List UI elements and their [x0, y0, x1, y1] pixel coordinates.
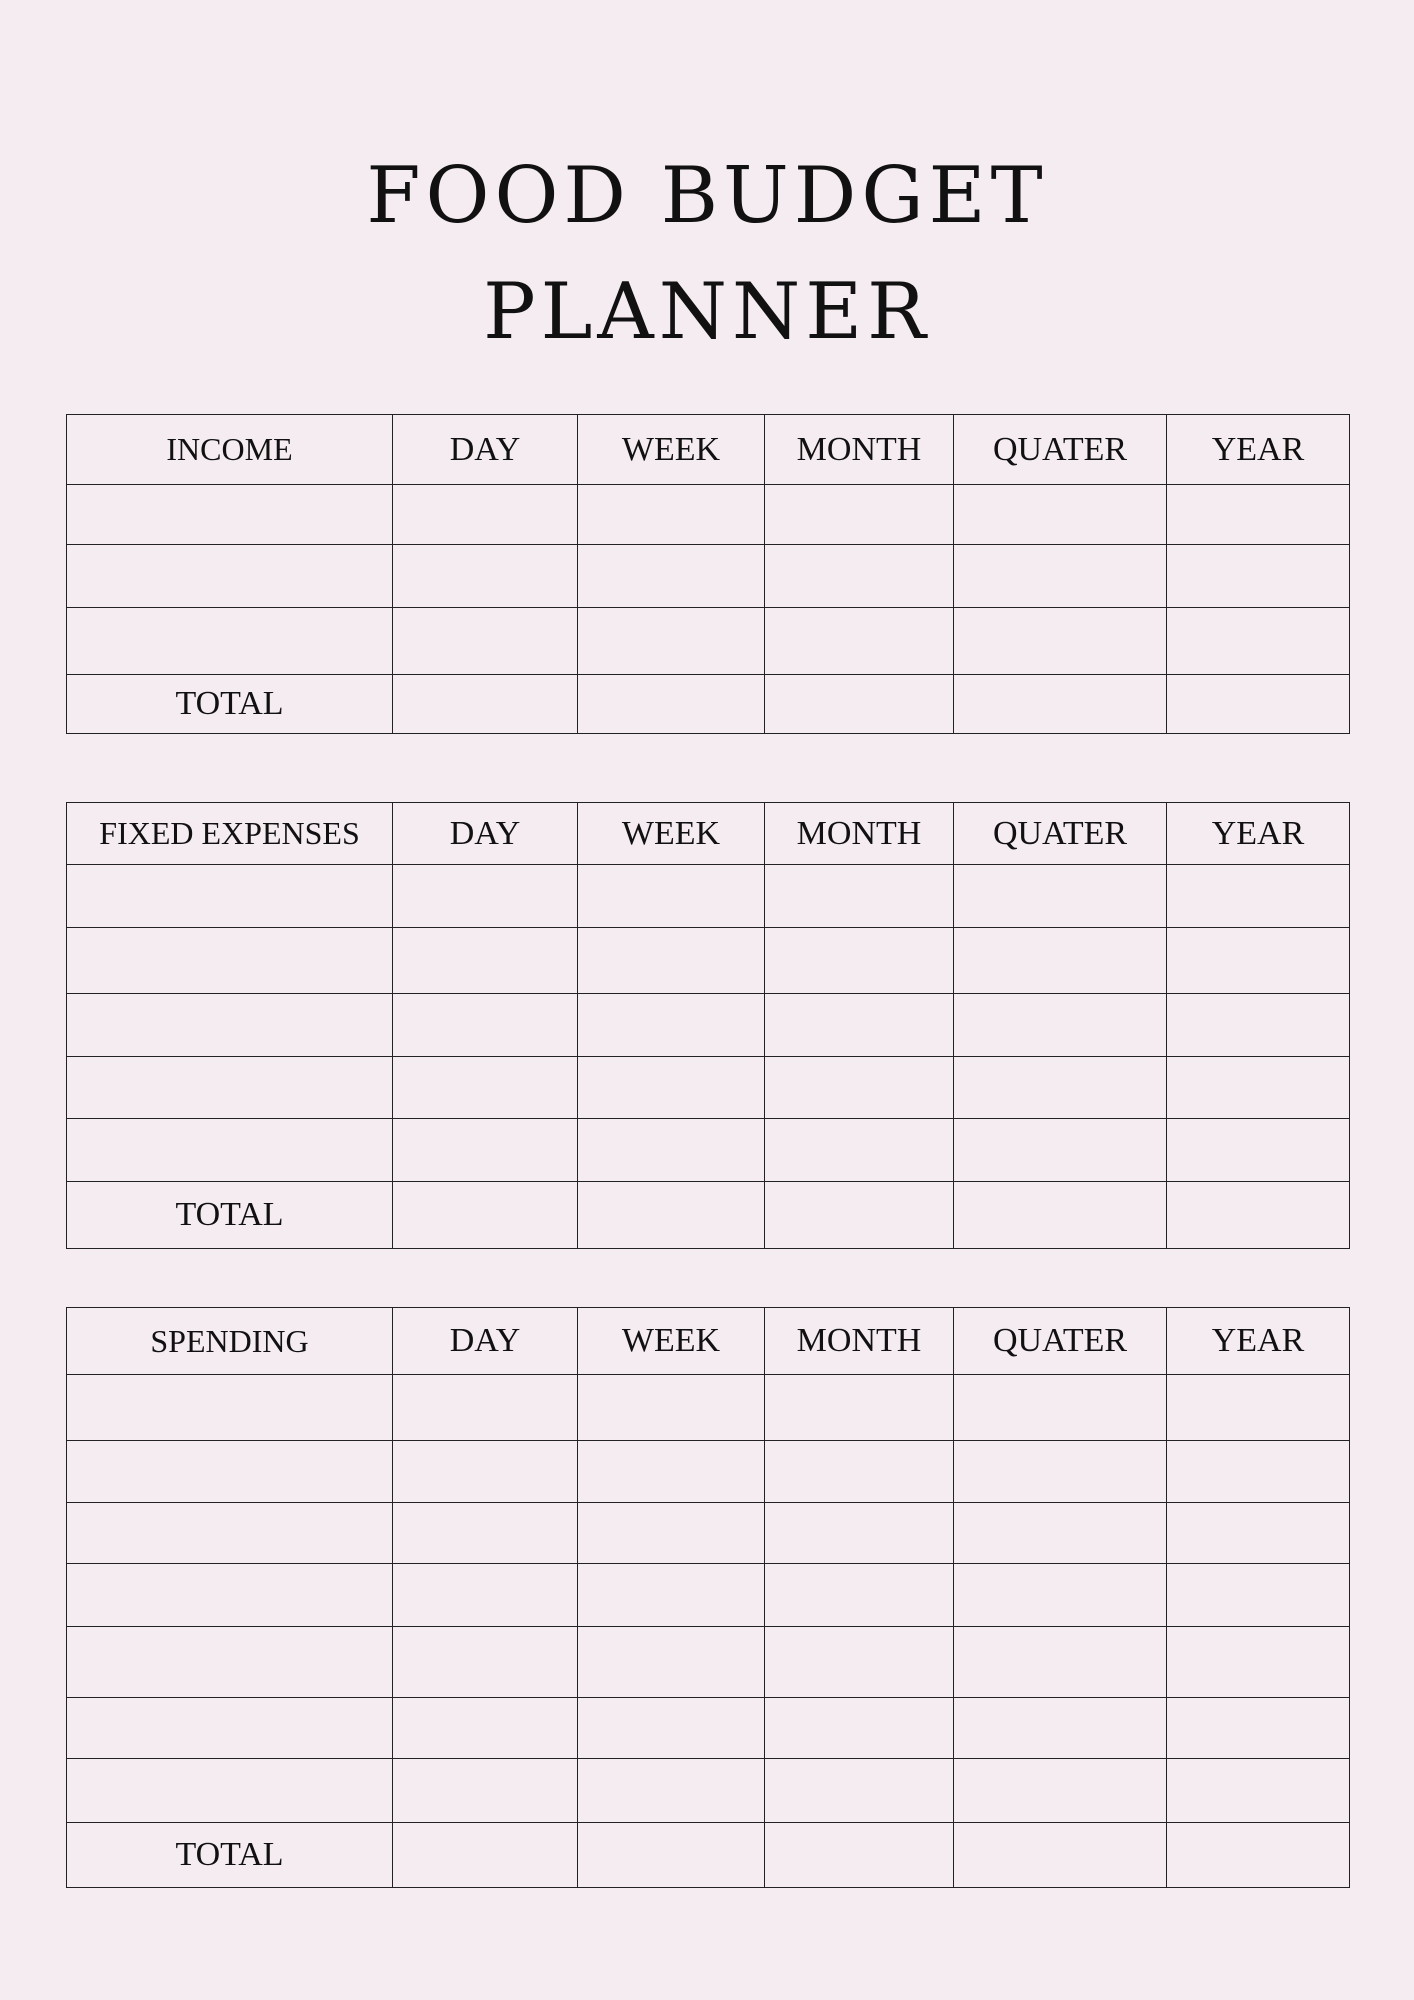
- table-row: [67, 485, 1350, 545]
- spending-item-cell[interactable]: [67, 1564, 393, 1627]
- table-row: [67, 545, 1350, 608]
- spending-col-header-year: YEAR: [1167, 1308, 1350, 1375]
- fixed-col-header-quater: QUATER: [954, 803, 1167, 865]
- income-year-cell[interactable]: [1167, 545, 1350, 608]
- table-row: [67, 1119, 1350, 1182]
- spending-col-header-week: WEEK: [578, 1308, 765, 1375]
- income-day-cell[interactable]: [393, 485, 578, 545]
- spending-year-cell[interactable]: [1167, 1698, 1350, 1759]
- fixed-total-week-cell[interactable]: [578, 1182, 765, 1249]
- spending-item-cell[interactable]: [67, 1759, 393, 1823]
- spending-week-cell[interactable]: [578, 1698, 765, 1759]
- fixed-item-cell[interactable]: [67, 928, 393, 994]
- spending-year-cell[interactable]: [1167, 1627, 1350, 1698]
- income-header-row: [67, 415, 1350, 485]
- spending-total-week-cell[interactable]: [578, 1823, 765, 1888]
- fixed-col-header-day: DAY: [393, 803, 578, 865]
- fixed-month-cell[interactable]: [765, 1057, 954, 1119]
- spending-year-cell[interactable]: [1167, 1759, 1350, 1823]
- fixed-label: FIXED EXPENSES: [67, 803, 393, 865]
- table-row: [67, 994, 1350, 1057]
- spending-col-header-month: MONTH: [765, 1308, 954, 1375]
- fixed-total-quater-cell[interactable]: [954, 1182, 1167, 1249]
- income-month-cell[interactable]: [765, 545, 954, 608]
- spending-item-cell[interactable]: [67, 1627, 393, 1698]
- spending-quater-cell[interactable]: [954, 1564, 1167, 1627]
- income-day-cell[interactable]: [393, 545, 578, 608]
- table-row: [67, 1503, 1350, 1564]
- fixed-year-cell[interactable]: [1167, 928, 1350, 994]
- fixed-month-cell[interactable]: [765, 865, 954, 928]
- spending-col-header-quater: QUATER: [954, 1308, 1167, 1375]
- income-label: INCOME: [67, 415, 393, 485]
- income-month-cell[interactable]: [765, 608, 954, 675]
- fixed-week-cell[interactable]: [578, 1057, 765, 1119]
- spending-item-cell[interactable]: [67, 1441, 393, 1503]
- spending-quater-cell[interactable]: [954, 1759, 1167, 1823]
- income-table: [66, 414, 1350, 734]
- spending-total-day-cell[interactable]: [393, 1823, 578, 1888]
- spending-total-quater-cell[interactable]: [954, 1823, 1167, 1888]
- spending-week-cell[interactable]: [578, 1564, 765, 1627]
- income-total-year-cell[interactable]: [1167, 675, 1350, 734]
- table-row: [67, 1375, 1350, 1441]
- fixed-quater-cell[interactable]: [954, 1057, 1167, 1119]
- spending-day-cell[interactable]: [393, 1503, 578, 1564]
- spending-week-cell[interactable]: [578, 1375, 765, 1441]
- fixed-item-cell[interactable]: [67, 994, 393, 1057]
- spending-label: SPENDING: [67, 1308, 393, 1375]
- fixed-year-cell[interactable]: [1167, 1119, 1350, 1182]
- fixed-month-cell[interactable]: [765, 994, 954, 1057]
- table-row: [67, 1627, 1350, 1698]
- income-col-header-week: WEEK: [578, 415, 765, 485]
- spending-day-cell[interactable]: [393, 1375, 578, 1441]
- fixed-month-cell[interactable]: [765, 1119, 954, 1182]
- income-week-cell[interactable]: [578, 545, 765, 608]
- spending-week-cell[interactable]: [578, 1759, 765, 1823]
- spending-quater-cell[interactable]: [954, 1503, 1167, 1564]
- table-row: [67, 865, 1350, 928]
- table-row: [67, 1564, 1350, 1627]
- income-quater-cell[interactable]: [954, 608, 1167, 675]
- fixed-day-cell[interactable]: [393, 1119, 578, 1182]
- fixed-item-cell[interactable]: [67, 865, 393, 928]
- spending-quater-cell[interactable]: [954, 1375, 1167, 1441]
- income-total-quater-cell[interactable]: [954, 675, 1167, 734]
- spending-year-cell[interactable]: [1167, 1441, 1350, 1503]
- spending-col-header-day: DAY: [393, 1308, 578, 1375]
- table-row: [67, 928, 1350, 994]
- table-row: [67, 608, 1350, 675]
- spending-item-cell[interactable]: [67, 1503, 393, 1564]
- fixed-quater-cell[interactable]: [954, 865, 1167, 928]
- fixed-day-cell[interactable]: [393, 928, 578, 994]
- income-year-cell[interactable]: [1167, 608, 1350, 675]
- spending-quater-cell[interactable]: [954, 1627, 1167, 1698]
- spending-item-cell[interactable]: [67, 1698, 393, 1759]
- fixed-expenses-table: [66, 802, 1350, 1249]
- fixed-week-cell[interactable]: [578, 994, 765, 1057]
- fixed-total-year-cell[interactable]: [1167, 1182, 1350, 1249]
- fixed-year-cell[interactable]: [1167, 865, 1350, 928]
- fixed-year-cell[interactable]: [1167, 1057, 1350, 1119]
- spending-year-cell[interactable]: [1167, 1375, 1350, 1441]
- spending-table: [66, 1307, 1350, 1888]
- fixed-total-label: TOTAL: [67, 1182, 393, 1249]
- fixed-month-cell[interactable]: [765, 928, 954, 994]
- spending-day-cell[interactable]: [393, 1759, 578, 1823]
- spending-month-cell[interactable]: [765, 1759, 954, 1823]
- fixed-item-cell[interactable]: [67, 1119, 393, 1182]
- income-month-cell[interactable]: [765, 485, 954, 545]
- income-quater-cell[interactable]: [954, 485, 1167, 545]
- income-col-header-year: YEAR: [1167, 415, 1350, 485]
- income-total-month-cell[interactable]: [765, 675, 954, 734]
- spending-day-cell[interactable]: [393, 1698, 578, 1759]
- income-total-week-cell[interactable]: [578, 675, 765, 734]
- spending-total-year-cell[interactable]: [1167, 1823, 1350, 1888]
- spending-month-cell[interactable]: [765, 1441, 954, 1503]
- table-row: [67, 1057, 1350, 1119]
- income-col-header-month: MONTH: [765, 415, 954, 485]
- fixed-year-cell[interactable]: [1167, 994, 1350, 1057]
- income-quater-cell[interactable]: [954, 545, 1167, 608]
- spending-day-cell[interactable]: [393, 1564, 578, 1627]
- income-week-cell[interactable]: [578, 608, 765, 675]
- fixed-header-row: [67, 803, 1350, 865]
- fixed-quater-cell[interactable]: [954, 1119, 1167, 1182]
- income-week-cell[interactable]: [578, 485, 765, 545]
- spending-total-label: TOTAL: [67, 1823, 393, 1888]
- page-title: [0, 138, 1414, 370]
- table-row: [67, 1698, 1350, 1759]
- fixed-col-header-week: WEEK: [578, 803, 765, 865]
- fixed-quater-cell[interactable]: [954, 994, 1167, 1057]
- spending-week-cell[interactable]: [578, 1627, 765, 1698]
- spending-month-cell[interactable]: [765, 1698, 954, 1759]
- fixed-quater-cell[interactable]: [954, 928, 1167, 994]
- title-line-2: PLANNER: [483, 267, 931, 357]
- income-total-label: TOTAL: [67, 675, 393, 734]
- fixed-week-cell[interactable]: [578, 1119, 765, 1182]
- income-col-header-quater: QUATER: [954, 415, 1167, 485]
- spending-quater-cell[interactable]: [954, 1441, 1167, 1503]
- spending-quater-cell[interactable]: [954, 1698, 1167, 1759]
- fixed-day-cell[interactable]: [393, 1057, 578, 1119]
- income-year-cell[interactable]: [1167, 485, 1350, 545]
- spending-month-cell[interactable]: [765, 1564, 954, 1627]
- income-total-row: [67, 675, 1350, 734]
- fixed-day-cell[interactable]: [393, 994, 578, 1057]
- fixed-week-cell[interactable]: [578, 865, 765, 928]
- income-total-day-cell[interactable]: [393, 675, 578, 734]
- spending-month-cell[interactable]: [765, 1503, 954, 1564]
- spending-week-cell[interactable]: [578, 1503, 765, 1564]
- spending-header-row: [67, 1308, 1350, 1375]
- spending-total-month-cell[interactable]: [765, 1823, 954, 1888]
- title-line-1: FOOD BUDGET: [366, 151, 1048, 241]
- income-item-cell[interactable]: [67, 485, 393, 545]
- spending-year-cell[interactable]: [1167, 1503, 1350, 1564]
- income-day-cell[interactable]: [393, 608, 578, 675]
- fixed-total-month-cell[interactable]: [765, 1182, 954, 1249]
- income-col-header-day: DAY: [393, 415, 578, 485]
- fixed-col-header-month: MONTH: [765, 803, 954, 865]
- spending-item-cell[interactable]: [67, 1375, 393, 1441]
- table-row: [67, 1441, 1350, 1503]
- spending-day-cell[interactable]: [393, 1441, 578, 1503]
- fixed-col-header-year: YEAR: [1167, 803, 1350, 865]
- fixed-total-row: [67, 1182, 1350, 1249]
- spending-month-cell[interactable]: [765, 1375, 954, 1441]
- income-item-cell[interactable]: [67, 608, 393, 675]
- fixed-week-cell[interactable]: [578, 928, 765, 994]
- spending-day-cell[interactable]: [393, 1627, 578, 1698]
- spending-month-cell[interactable]: [765, 1627, 954, 1698]
- spending-week-cell[interactable]: [578, 1441, 765, 1503]
- table-row: [67, 1759, 1350, 1823]
- income-item-cell[interactable]: [67, 545, 393, 608]
- fixed-day-cell[interactable]: [393, 865, 578, 928]
- spending-year-cell[interactable]: [1167, 1564, 1350, 1627]
- spending-total-row: [67, 1823, 1350, 1888]
- fixed-total-day-cell[interactable]: [393, 1182, 578, 1249]
- fixed-item-cell[interactable]: [67, 1057, 393, 1119]
